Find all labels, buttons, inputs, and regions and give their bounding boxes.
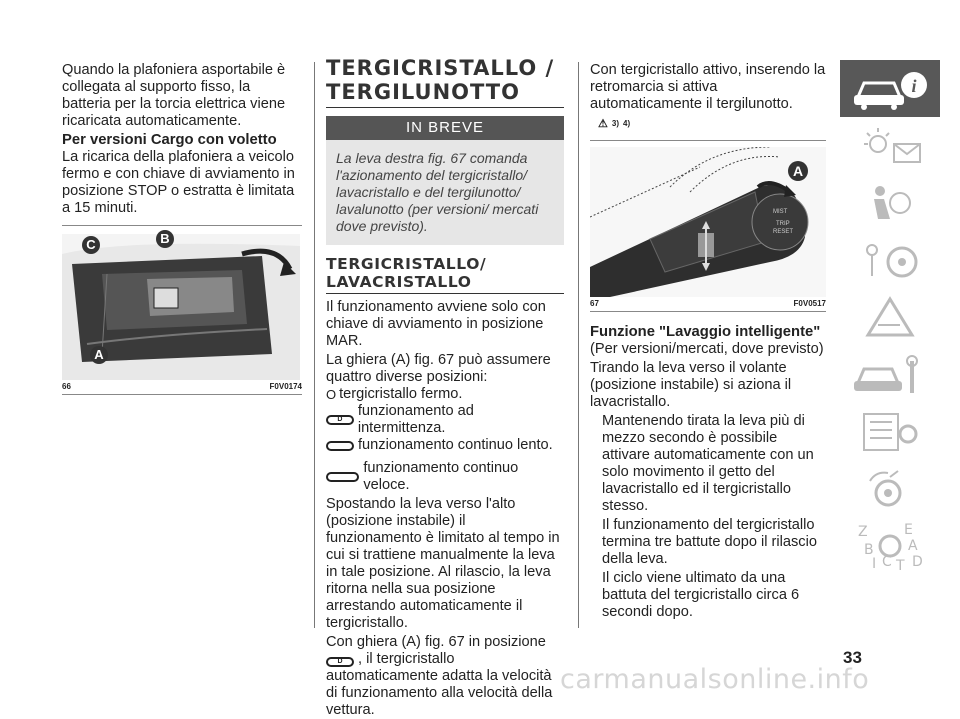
index-letter: C [882, 554, 892, 571]
lever-reset-text: RESET [773, 229, 794, 235]
index-letter: E [904, 522, 913, 539]
brief-header: IN BREVE [326, 116, 564, 140]
alphabet-index-icon [850, 520, 930, 572]
auto-speed-text: D , il tergicristallo automaticamente adatta la velocità di funzionamento alla velocità della vettura. [326, 651, 553, 718]
footer-watermark: carmanualsonline.info [560, 664, 870, 695]
smart-wash-p3: Il funzionamento del tergicristallo termina tre battute dopo il rilascio della leva. [602, 517, 817, 567]
off-symbol-icon: O [326, 387, 337, 402]
tab-index[interactable] [840, 518, 940, 575]
title-rule [326, 107, 564, 108]
column-divider [578, 62, 579, 628]
smart-wash-note: (Per versioni/mercati, dove previsto) [590, 341, 824, 357]
figure-bottom-rule [62, 394, 302, 395]
lever-trip-text: TRIP [776, 221, 790, 227]
auto-speed-text-start: Con ghiera (A) fig. 67 in posizione [326, 634, 546, 650]
figure-66 [62, 231, 300, 380]
warning-lights-icon [850, 124, 930, 168]
smart-wash-p4: Il ciclo viene ultimato da una battuta del tergicristallo circa 6 secondi dopo. [602, 570, 800, 620]
lever-mist-text: MIST [773, 209, 788, 215]
position-off: O tergicristallo fermo. [326, 386, 463, 402]
column-divider [314, 62, 315, 628]
index-letter: D [912, 554, 923, 571]
fast-symbol-icon [326, 472, 359, 482]
index-letter: Z [858, 524, 868, 541]
notes-ref: ⚠ 3) 4) [598, 118, 631, 130]
intermittent-symbol-icon: D [326, 415, 354, 425]
index-letter: T [896, 558, 905, 573]
key-steering-icon [850, 238, 930, 282]
figure-number: 66 [62, 382, 71, 391]
left-column [62, 62, 302, 395]
tab-warning-lights[interactable] [840, 117, 940, 174]
index-letter: B [864, 542, 874, 559]
index-letter: A [908, 538, 918, 555]
ring-positions-intro: La ghiera (A) fig. 67 può assumere quattro diverse posizioni: [326, 352, 551, 385]
middle-column [326, 56, 564, 719]
smart-wash-heading: Funzione "Lavaggio intelligente" [590, 324, 821, 340]
page-number: 33 [843, 648, 862, 667]
chapter-sidebar [840, 60, 940, 632]
svg-text:i: i [911, 75, 917, 96]
tab-starting-driving[interactable] [840, 232, 940, 289]
tab-emergency[interactable] [840, 289, 940, 346]
airbag-safety-icon [850, 181, 930, 225]
subtitle-rule [326, 293, 564, 294]
cargo-text: La ricarica della plafoniera a veicolo fermo e con chiave di avviamento in posizione STOP o estratta è limitata a 15 minuti. [62, 149, 295, 216]
technical-data-icon [850, 410, 930, 454]
figure-code: F0V0174 [269, 382, 302, 391]
figure-code: F0V0517 [793, 299, 826, 308]
right-column [590, 62, 826, 621]
figure-bottom-rule [590, 311, 826, 312]
figure-top-rule [62, 225, 302, 226]
position-slow: funzionamento continuo lento. [326, 437, 564, 454]
car-info-icon [850, 67, 930, 111]
car-maintenance-icon [850, 353, 930, 397]
figure-67-caption [590, 299, 826, 308]
figure-number: 67 [590, 299, 599, 308]
position-intermittent: D funzionamento ad intermittenza. [326, 403, 564, 437]
cargo-heading: Per versioni Cargo con voletto [62, 132, 277, 148]
tab-maintenance[interactable] [840, 346, 940, 403]
rear-wiper-intro: Con tergicristallo attivo, inserendo la retromarcia si attiva automaticamente il tergilunotto. [590, 62, 826, 112]
plafoniera-intro: Quando la plafoniera asportabile è collegata al supporto fisso, la batteria per la torcia elettrica viene ricaricata automaticamente. [62, 62, 286, 129]
smart-wash-p2: Mantenendo tirata la leva più di mezzo secondo è possibile attivare automaticamente con un solo movimento il getto del lavacristallo ed il tergicristallo stesso. [602, 413, 814, 514]
tab-safety[interactable] [840, 174, 940, 231]
figure-top-rule [590, 140, 826, 141]
emergency-triangle-icon [850, 295, 930, 339]
label-b: B [156, 230, 174, 248]
operation-text: Il funzionamento avviene solo con chiave di avviamento in posizione MAR. [326, 299, 546, 349]
brief-box: La leva destra fig. 67 comanda l'azionamento del tergicristallo/ lavacristallo e del tergilunotto/ lavalunotto (per versioni/ mercati dove previsto). [326, 140, 564, 245]
figure-66-caption [62, 382, 302, 391]
smart-wash-p1: Tirando la leva verso il volante (posizione instabile) si aziona il lavacristallo. [590, 360, 792, 410]
auto-symbol-icon: D [326, 657, 354, 667]
upward-lever-text: Spostando la leva verso l'alto (posizione instabile) il funzionamento è limitato al tempo in cui si trattiene manualmente la leva in tale posizione. Al rilascio, la leva ritorna nella sua posizione arrestando automaticamente il tergicristallo. [326, 496, 560, 631]
section-title: TERGICRISTALLO / TERGILUNOTTO [326, 56, 555, 104]
subsection-title: TERGICRISTALLO/ LAVACRISTALLO [326, 255, 487, 291]
tab-technical-data[interactable] [840, 403, 940, 460]
index-letter: I [872, 556, 877, 573]
position-fast: funzionamento continuo veloce. [326, 460, 564, 494]
slow-symbol-icon [326, 441, 354, 451]
figure-67 [590, 147, 826, 297]
label-a: A [788, 161, 808, 181]
label-a: A [90, 346, 108, 364]
warning-book-icon: ⚠ [598, 118, 608, 130]
tab-multimedia[interactable] [840, 460, 940, 517]
tab-car-info[interactable] [840, 60, 940, 117]
label-c: C [82, 236, 100, 254]
multimedia-icon [850, 467, 930, 511]
